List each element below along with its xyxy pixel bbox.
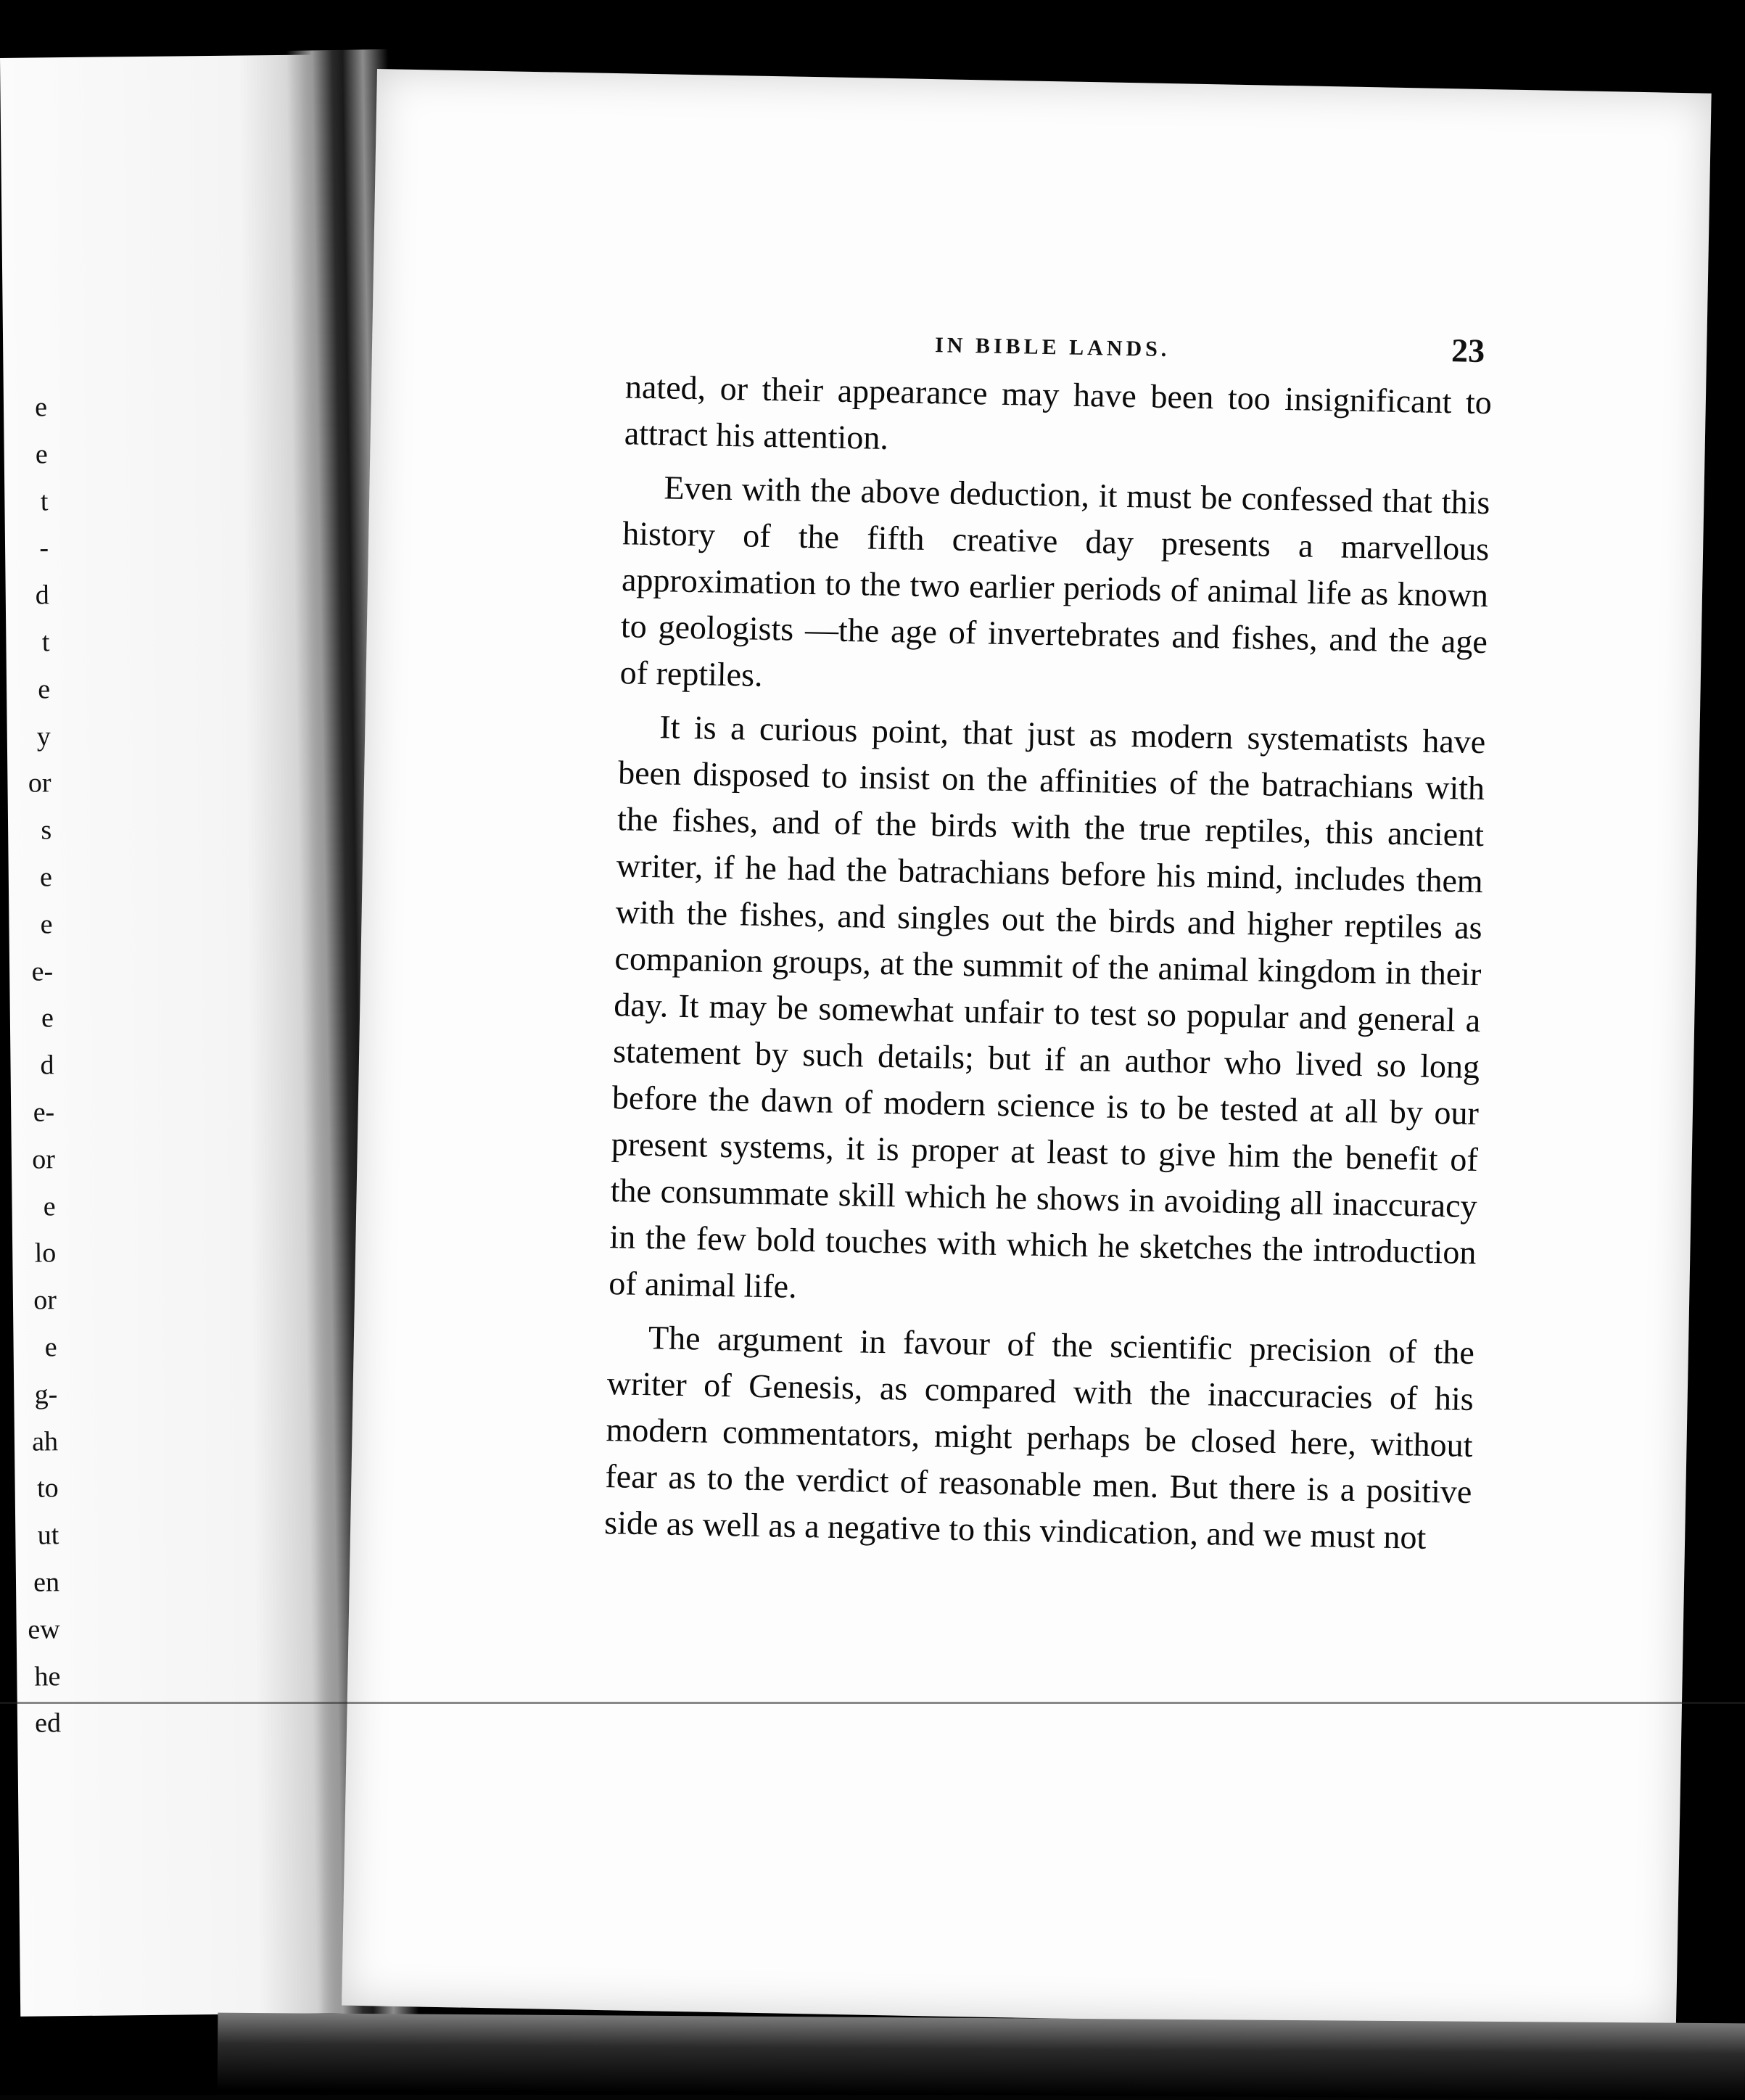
line-ending: d <box>40 1050 54 1081</box>
book-page <box>342 69 1712 2030</box>
line-ending: t <box>41 627 50 658</box>
line-ending: en <box>33 1567 60 1598</box>
line-ending: ed <box>34 1708 62 1739</box>
line-ending: - <box>39 532 49 564</box>
line-ending: t <box>40 485 49 517</box>
body-text <box>604 363 1493 1569</box>
line-ending: e <box>34 392 48 423</box>
line-ending: g- <box>34 1379 58 1410</box>
line-ending: s <box>41 815 52 846</box>
line-ending: e <box>43 1190 56 1222</box>
line-ending: e <box>41 1002 54 1034</box>
line-ending: e- <box>31 955 54 987</box>
paragraph: The argument in favour of the scientific precision of the writer of Genesis, as compared with the inaccuracies of his modern commentators, might perhaps be closed here, without fear as to the verdict of reasonable men. But there is a positive side as well as a negative to this vindication, and we must not <box>603 1319 1475 1556</box>
line-ending: e <box>44 1332 57 1363</box>
line-ending: e <box>40 909 53 940</box>
line-ending: to <box>36 1473 59 1504</box>
line-ending: e <box>39 862 53 893</box>
paragraph-continuation: nated, or their appearance may have been too insignificant to attract his attention. <box>624 368 1493 456</box>
line-ending: e <box>35 439 48 470</box>
line-ending: ew <box>28 1613 60 1645</box>
line-ending: y <box>36 720 51 752</box>
running-head: IN BIBLE LANDS. <box>934 333 1171 362</box>
paragraph: Even with the above deduction, it must be confessed that this history of the fifth creative day presents a marvellous approximation to the two earlier periods of animal life as known to geologists —the age of invertebrates and fishes, and the age of reptiles. <box>619 469 1490 693</box>
page-bottom-edge <box>218 2013 1745 2100</box>
paragraph: It is a curious point, that just as modern systematists have been disposed to insist on the affinities of the batrachians with the fishes, and of the birds with the true reptiles, this ancient writer, if he had the batrachians before his mind, includes them with the fishes, and singles out the birds and higher reptiles as companion groups, at the summit of the animal kingdom in their day. It may be somewhat unfair to test so popular and general a statement by such details; but if an author who lived so long before the dawn of modern science is to be tested at all by our present systems, it is proper at least to give him the benefit of the consummate skill which he shows in avoiding all inaccuracy in the few bold touches with which he sketches the introduction of animal life. <box>608 708 1486 1305</box>
line-ending: d <box>35 580 49 611</box>
line-ending: or <box>28 767 51 799</box>
line-ending: ut <box>37 1520 59 1551</box>
line-ending: lo <box>34 1238 57 1269</box>
line-ending: e- <box>33 1097 55 1128</box>
line-ending: he <box>34 1660 61 1692</box>
line-ending: or <box>33 1285 57 1316</box>
scan-crease-line <box>0 1702 1745 1704</box>
line-ending: ah <box>31 1425 59 1457</box>
page-number: 23 <box>1451 332 1485 370</box>
line-ending: or <box>32 1144 56 1175</box>
line-ending: e <box>38 674 51 705</box>
